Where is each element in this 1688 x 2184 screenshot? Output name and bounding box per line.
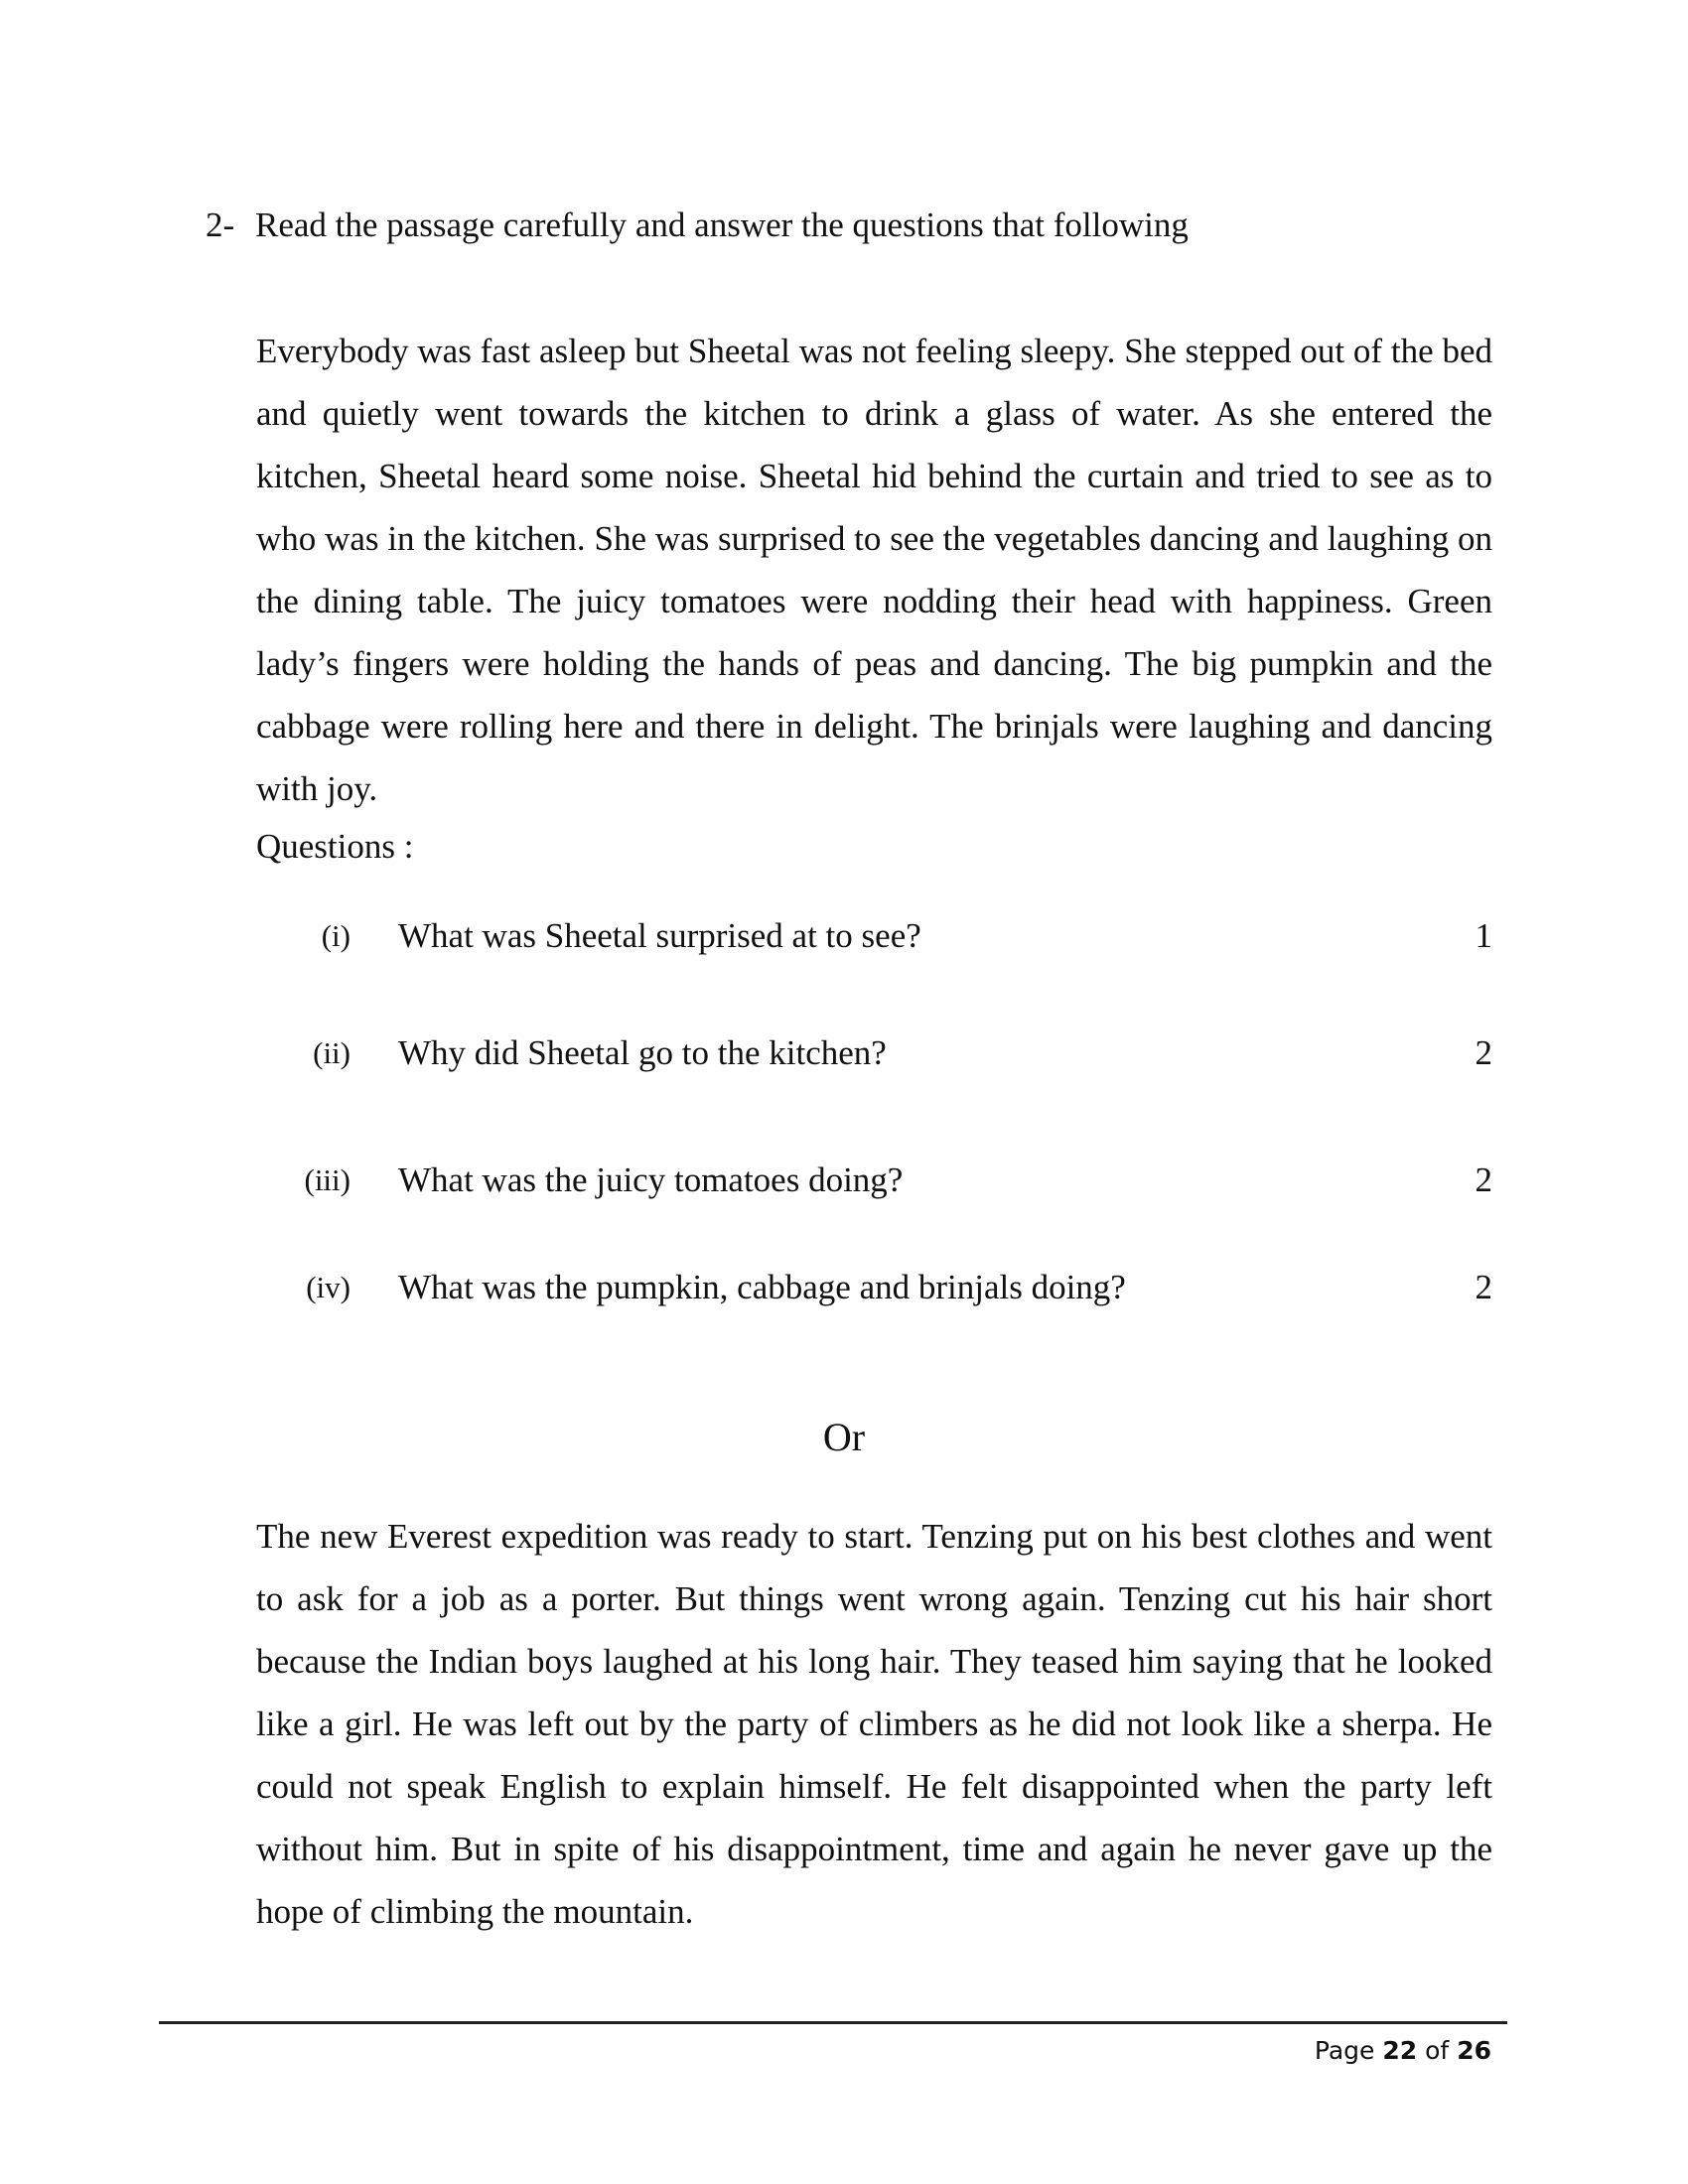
question-marks: 2 — [1475, 1160, 1492, 1199]
question-row — [256, 911, 1492, 961]
page-number-footer — [1315, 2033, 1491, 2069]
questions-label: Questions : — [256, 827, 414, 866]
question-text: What was the pumpkin, cabbage and brinjals doing? — [398, 1268, 1126, 1306]
question-numeral: (iv) — [306, 1270, 351, 1304]
current-page-number: 22 — [1382, 2036, 1418, 2065]
passage-tenzing: The new Everest expedition was ready to start. Tenzing put on his best clothes and went to ask for a job as a porter. But things went wrong again. Tenzing cut his hair short because the Indian boys laughed at his long hair. They teased him saying that he looked like a girl. He was left out by the party of climbers as he did not look like a sherpa. He could not speak English to explain himself. He felt disappointed when the party left without him. But in spite of his disappointment, time and again he never gave up the hope of climbing the mountain. — [256, 1517, 1492, 1931]
question-numeral: (i) — [321, 918, 351, 953]
or-separator: Or — [822, 1415, 866, 1459]
question-text: What was Sheetal surprised at to see? — [398, 916, 921, 955]
of-word: of — [1425, 2036, 1450, 2065]
question-text: What was the juicy tomatoes doing? — [398, 1160, 904, 1199]
question-marks: 1 — [1475, 916, 1492, 955]
question-heading — [206, 202, 1189, 249]
question-row — [256, 1028, 1492, 1078]
question-numeral: (iii) — [304, 1162, 351, 1197]
passage-sheetal: Everybody was fast asleep but Sheetal was not feeling sleepy. She stepped out of the bed and quietly went towards the kitchen to drink a glass of water. As she entered the kitchen, Sheetal heard some noise. Sheetal hid behind the curtain and tried to see as to who was in the kitchen. She was surprised to see the vegetables dancing and laughing on the dining table. The juicy tomatoes were nodding their head with happiness. Green lady’s fingers were holding the hands of peas and dancing. The big pumpkin and the cabbage were rolling here and there in delight. The brinjals were laughing and dancing with joy. — [256, 332, 1492, 808]
question-row — [256, 1263, 1492, 1312]
question-number: 2- — [206, 205, 235, 244]
question-marks: 2 — [1475, 1033, 1492, 1072]
question-numeral: (ii) — [313, 1035, 351, 1070]
question-marks: 2 — [1475, 1268, 1492, 1306]
question-text: Why did Sheetal go to the kitchen? — [398, 1033, 887, 1072]
total-page-count: 26 — [1457, 2036, 1491, 2065]
question-instruction: Read the passage carefully and answer the questions that following — [255, 205, 1189, 244]
page-word: Page — [1314, 2036, 1375, 2065]
question-row — [256, 1156, 1492, 1205]
footer-divider — [159, 2021, 1507, 2024]
